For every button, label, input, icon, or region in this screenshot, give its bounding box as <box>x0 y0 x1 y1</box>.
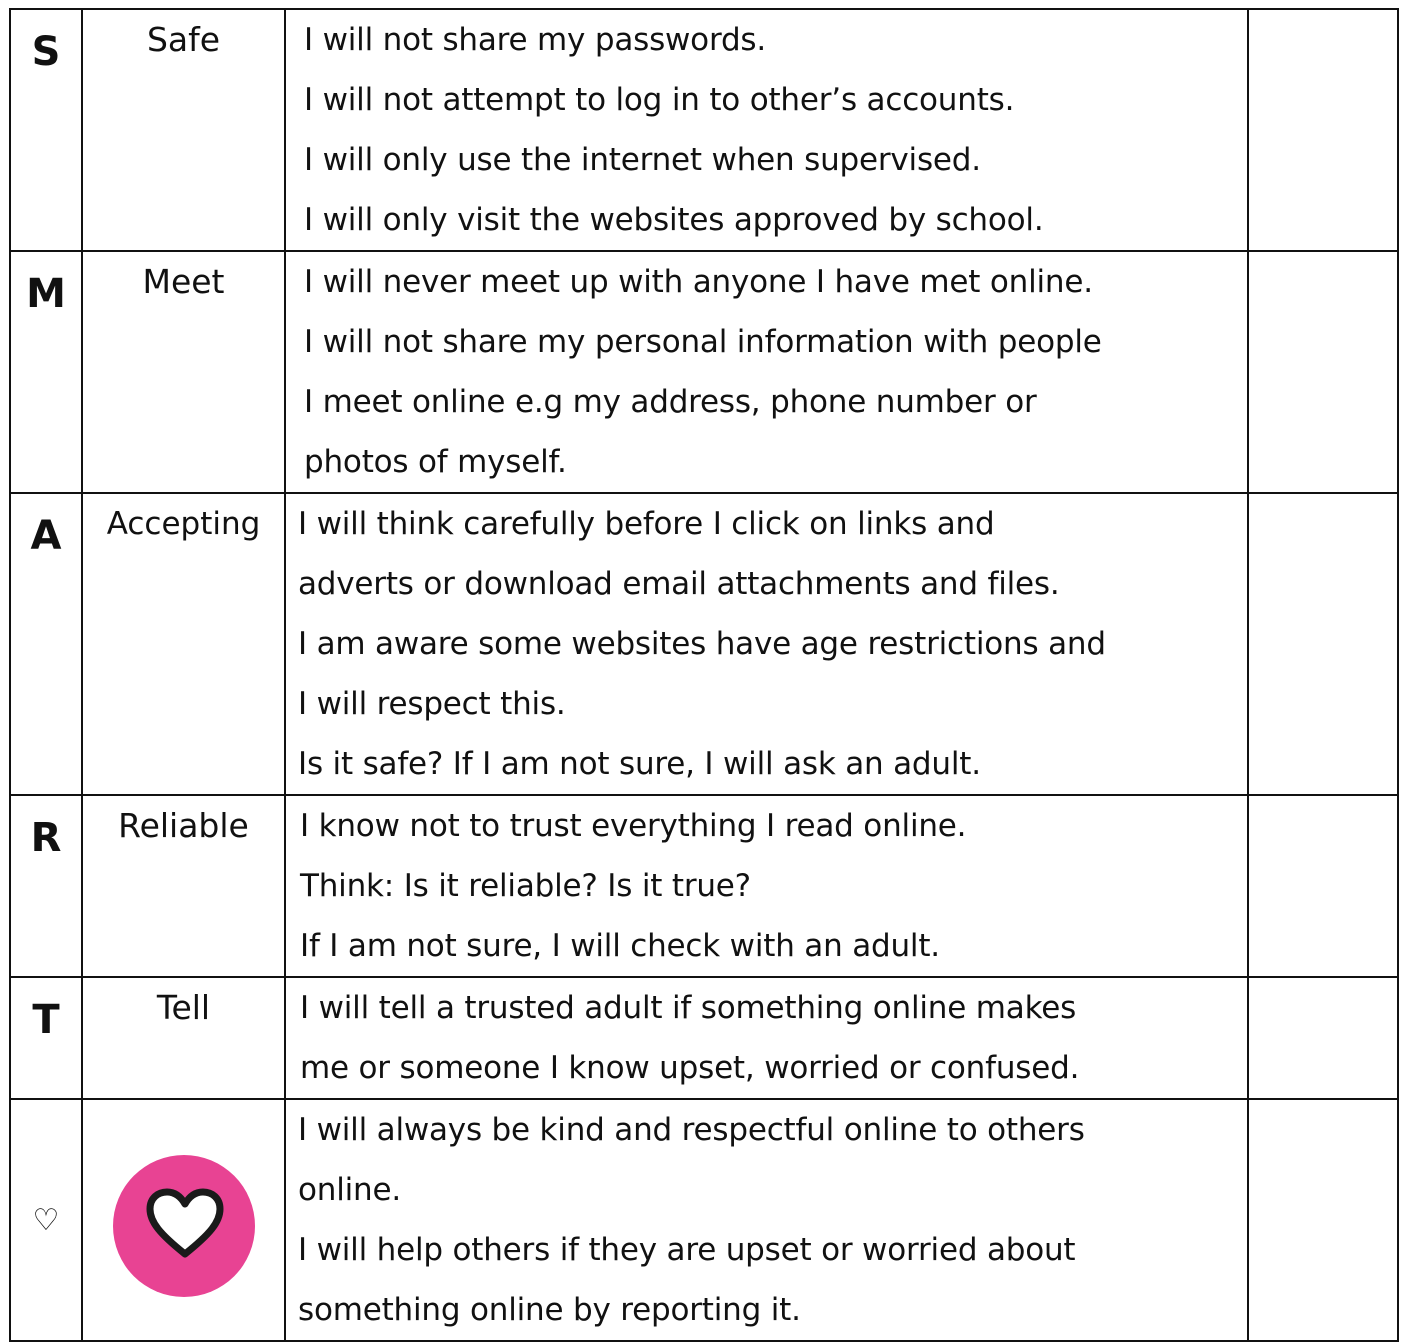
smart-rules-table <box>9 8 1399 1342</box>
rule-line: I will always be kind and respectful online to others <box>298 1112 1085 1148</box>
heart-icon <box>146 1188 224 1260</box>
rules-cell <box>285 9 1248 251</box>
rule-line: I will not share my passwords. <box>304 22 767 58</box>
rule-line: adverts or download email attachments and files. <box>298 566 1060 602</box>
word-cell <box>82 9 285 251</box>
rule-line: I will never meet up with anyone I have met online. <box>304 264 1093 300</box>
rule-line: If I am not sure, I will check with an adult. <box>300 928 940 964</box>
row-word: Meet <box>142 262 225 301</box>
word-cell <box>82 251 285 493</box>
blank-cell <box>1248 9 1398 251</box>
word-cell <box>82 977 285 1099</box>
table-row <box>10 251 1398 493</box>
rule-line: Is it safe? If I am not sure, I will ask an adult. <box>298 746 981 782</box>
blank-cell <box>1248 795 1398 977</box>
table-row <box>10 977 1398 1099</box>
row-letter: S <box>31 29 61 75</box>
row-word: Safe <box>146 20 221 59</box>
letter-cell <box>10 493 82 795</box>
blank-cell <box>1248 977 1398 1099</box>
rule-line: I will respect this. <box>298 686 566 722</box>
rules-cell <box>285 1099 1248 1341</box>
rules-cell <box>285 251 1248 493</box>
letter-cell <box>10 795 82 977</box>
word-cell <box>82 1099 285 1341</box>
letter-cell <box>10 977 82 1099</box>
table-row <box>10 9 1398 251</box>
row-word: Reliable <box>118 806 249 845</box>
rule-line: I will not attempt to log in to other’s accounts. <box>304 82 1015 118</box>
heart-badge <box>113 1155 255 1297</box>
rules-cell <box>285 977 1248 1099</box>
row-letter: R <box>30 815 62 861</box>
word-cell <box>82 493 285 795</box>
heart-outline-icon: ♡ <box>32 1202 60 1238</box>
blank-cell <box>1248 493 1398 795</box>
blank-cell <box>1248 251 1398 493</box>
rule-line: I will think carefully before I click on links and <box>298 506 995 542</box>
table-row <box>10 795 1398 977</box>
rules-cell <box>285 493 1248 795</box>
rule-line: something online by reporting it. <box>298 1292 801 1328</box>
rule-line: I know not to trust everything I read online. <box>300 808 967 844</box>
row-letter: T <box>32 997 60 1043</box>
rule-line: I am aware some websites have age restrictions and <box>298 626 1106 662</box>
rule-line: me or someone I know upset, worried or confused. <box>300 1050 1080 1086</box>
rule-line: I will tell a trusted adult if something online makes <box>300 990 1077 1026</box>
rule-line: Think: Is it reliable? Is it true? <box>300 868 751 904</box>
letter-cell <box>10 251 82 493</box>
rule-line: I meet online e.g my address, phone number or <box>304 384 1037 420</box>
table-row <box>10 493 1398 795</box>
rule-line: I will not share my personal information with people <box>304 324 1102 360</box>
row-word: Accepting <box>106 506 261 542</box>
blank-cell <box>1248 1099 1398 1341</box>
table-row <box>10 1099 1398 1341</box>
rule-line: online. <box>298 1172 402 1208</box>
rules-cell <box>285 795 1248 977</box>
row-letter: A <box>30 513 62 559</box>
row-letter: M <box>26 271 66 317</box>
letter-cell <box>10 9 82 251</box>
rule-line: I will only use the internet when supervised. <box>304 142 981 178</box>
row-word: Tell <box>156 988 211 1027</box>
letter-cell <box>10 1099 82 1341</box>
rule-line: I will help others if they are upset or worried about <box>298 1232 1076 1268</box>
rule-line: I will only visit the websites approved by school. <box>304 202 1044 238</box>
rule-line: photos of myself. <box>304 444 567 480</box>
word-cell <box>82 795 285 977</box>
